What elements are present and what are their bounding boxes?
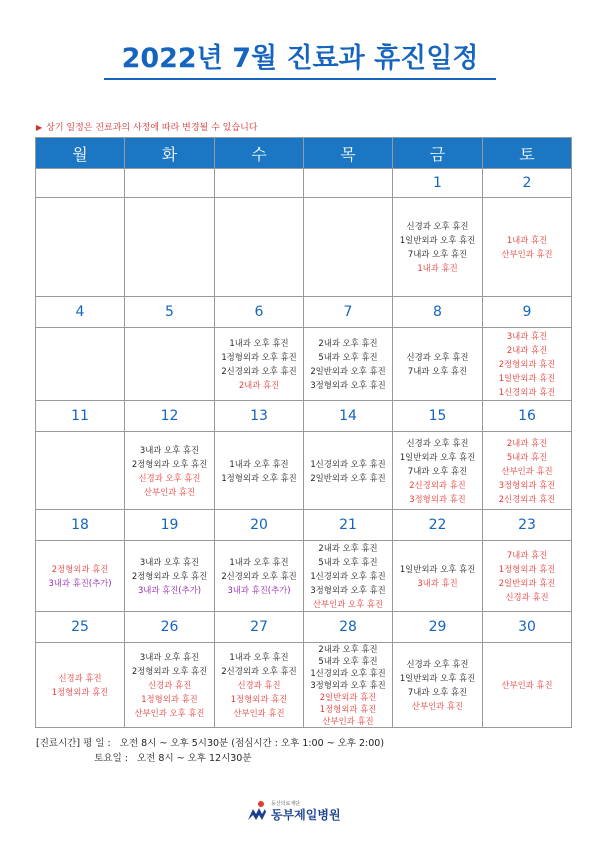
closure-item: 1내과 오후 휴진 — [229, 458, 289, 469]
date-number: 23 — [483, 510, 572, 541]
date-number: 25 — [36, 612, 125, 643]
closure-item: 7내과 오후 휴진 — [407, 687, 468, 697]
closure-item: 1신경외과 오후 휴진 — [310, 458, 386, 469]
closure-item: 산부인과 휴진 — [143, 486, 196, 497]
closure-list — [36, 562, 124, 590]
triangle-icon: ▶ — [36, 123, 43, 132]
closure-item: 2정형외과 오후 휴진 — [131, 666, 208, 676]
closure-item: 2내과 오후 휴진 — [318, 644, 378, 654]
hospital-logo — [246, 800, 341, 822]
closure-item: 1신경외과 오후 휴진 — [310, 668, 386, 678]
page-title: 2022년 7월 진료과 휴진일정 — [121, 43, 479, 74]
closure-item: 2정형외과 오후 휴진 — [131, 571, 208, 581]
closure-item: 1정형외과 휴진 — [498, 564, 556, 574]
closure-list — [393, 350, 482, 378]
closure-item: 3정형외과 오후 휴진 — [310, 680, 386, 690]
closure-item: 1일반외과 오후 휴진 — [399, 235, 476, 245]
day-cell — [393, 198, 483, 297]
date-number — [125, 169, 215, 198]
closure-item: 1정형외과 휴진 — [319, 704, 377, 714]
date-number: 22 — [393, 510, 483, 541]
day-cell — [215, 643, 304, 728]
closure-item: 2내과 휴진 — [506, 345, 548, 355]
saturday-label: 토요일 : — [94, 753, 128, 764]
day-cell — [125, 541, 215, 612]
closure-list — [304, 643, 392, 727]
closure-item: 신경과 휴진 — [147, 680, 192, 690]
events-row — [36, 198, 572, 297]
day-cell — [215, 198, 304, 297]
day-cell — [483, 541, 572, 612]
closure-item: 신경과 휴진 — [237, 680, 281, 690]
day-cell — [483, 643, 572, 728]
date-row — [36, 297, 572, 328]
events-row — [36, 541, 572, 612]
closure-item: 2내과 휴진 — [238, 380, 280, 390]
date-number: 27 — [215, 612, 304, 643]
date-number: 21 — [304, 510, 393, 541]
closure-item: 1신경외과 오후 휴진 — [310, 571, 386, 581]
closure-list — [483, 678, 571, 692]
closure-item: 3내과 오후 휴진 — [139, 652, 200, 662]
day-cell — [215, 541, 304, 612]
closure-item: 2정형외과 오후 휴진 — [131, 458, 208, 469]
day-cell — [393, 328, 483, 401]
day-cell — [304, 432, 393, 510]
closure-item: 산부인과 휴진 — [501, 249, 553, 259]
hours-label: [진료시간] 평 일 : — [36, 738, 111, 749]
closure-item: 산부인과 오후 휴진 — [312, 599, 384, 609]
day-cell — [125, 328, 215, 401]
closure-item: 신경과 오후 휴진 — [406, 437, 469, 448]
day-cell — [36, 643, 125, 728]
events-row — [36, 328, 572, 401]
day-cell — [215, 328, 304, 401]
closure-item: 7내과 오후 휴진 — [407, 465, 468, 476]
foundation-name: 동산의료재단 — [271, 800, 300, 807]
date-number: 9 — [483, 297, 572, 328]
saturday-hours: 오전 8시 ~ 오후 12시30분 — [137, 753, 252, 764]
closure-list — [215, 336, 303, 392]
closure-item: 5내과 오후 휴진 — [318, 557, 378, 567]
closure-item: 1일반외과 오후 휴진 — [399, 673, 476, 683]
closure-item: 산부인과 휴진 — [233, 708, 285, 718]
date-number: 15 — [393, 401, 483, 432]
closure-item: 2신경외과 휴진 — [498, 493, 556, 504]
calendar-table — [35, 137, 572, 728]
date-number: 2 — [483, 169, 572, 198]
day-cell — [393, 432, 483, 510]
closure-item: 1일반외과 오후 휴진 — [399, 564, 476, 574]
closure-list — [483, 329, 571, 399]
closure-item: 1내과 휴진 — [417, 263, 458, 273]
day-cell — [393, 643, 483, 728]
day-cell — [125, 643, 215, 728]
closure-item: 2정형외과 휴진 — [51, 564, 109, 574]
date-row — [36, 169, 572, 198]
closure-item: 2내과 휴진 — [506, 437, 548, 448]
closure-item: 2일반외과 휴진 — [498, 578, 556, 588]
clinic-hours — [36, 736, 384, 766]
closure-item: 5내과 휴진 — [506, 451, 548, 462]
closure-item: 산부인과 휴진 — [501, 680, 553, 690]
day-cell — [483, 432, 572, 510]
closure-item: 7내과 휴진 — [506, 550, 548, 560]
closure-item: 1내과 휴진 — [506, 235, 548, 245]
date-number: 26 — [125, 612, 215, 643]
day-cell — [36, 328, 125, 401]
closure-item: 3내과 휴진 — [506, 331, 548, 341]
closure-item: 2내과 오후 휴진 — [318, 338, 378, 348]
closure-item: 1일반외과 휴진 — [498, 373, 556, 383]
hospital-name: 동부제일병원 — [271, 807, 341, 822]
closure-item: 2일반외과 휴진 — [319, 692, 377, 702]
day-cell — [304, 643, 393, 728]
weekday-thu: 목 — [304, 138, 393, 169]
closure-item: 산부인과 휴진 — [411, 701, 464, 711]
date-number: 18 — [36, 510, 125, 541]
day-cell — [393, 541, 483, 612]
events-row — [36, 643, 572, 728]
day-cell — [483, 328, 572, 401]
closure-item: 산부인과 휴진 — [501, 465, 553, 476]
closure-item: 1정형외과 휴진 — [230, 694, 288, 704]
date-number — [215, 169, 304, 198]
closure-item: 1내과 오후 휴진 — [229, 652, 289, 662]
closure-item: 신경과 휴진 — [58, 673, 102, 683]
closure-item: 신경과 오후 휴진 — [406, 221, 469, 231]
weekday-tue: 화 — [125, 138, 215, 169]
date-number: 28 — [304, 612, 393, 643]
closure-item: 3내과 휴진(추가) — [137, 585, 202, 595]
closure-list — [393, 657, 482, 713]
weekday-sat: 토 — [483, 138, 572, 169]
day-cell — [304, 328, 393, 401]
closure-list — [125, 555, 214, 597]
date-number: 4 — [36, 297, 125, 328]
date-number: 12 — [125, 401, 215, 432]
closure-list — [393, 219, 482, 275]
weekday-mon: 월 — [36, 138, 125, 169]
closure-list — [483, 436, 571, 506]
closure-item: 3내과 휴진(추가) — [48, 578, 112, 588]
day-cell — [215, 432, 304, 510]
date-number: 14 — [304, 401, 393, 432]
day-cell — [125, 432, 215, 510]
closure-item: 3내과 오후 휴진 — [139, 557, 200, 567]
closure-list — [393, 436, 482, 506]
closure-item: 2일반외과 오후 휴진 — [310, 472, 386, 483]
date-number — [36, 169, 125, 198]
closure-list — [215, 555, 303, 597]
date-number: 8 — [393, 297, 483, 328]
day-cell — [36, 541, 125, 612]
closure-item: 3정형외과 휴진 — [409, 493, 466, 504]
date-number: 30 — [483, 612, 572, 643]
closure-item: 3정형외과 오후 휴진 — [310, 585, 386, 595]
closure-list — [215, 650, 303, 720]
date-row — [36, 612, 572, 643]
date-number: 11 — [36, 401, 125, 432]
date-number: 1 — [393, 169, 483, 198]
closure-item: 2신경외과 오후 휴진 — [221, 571, 297, 581]
weekday-fri: 금 — [393, 138, 483, 169]
date-number: 13 — [215, 401, 304, 432]
closure-item: 3정형외과 휴진 — [498, 479, 556, 490]
closure-item: 7내과 오후 휴진 — [407, 366, 468, 376]
closure-list — [36, 671, 124, 699]
closure-item: 1내과 오후 휴진 — [229, 557, 289, 567]
date-number: 5 — [125, 297, 215, 328]
closure-item: 2신경외과 휴진 — [409, 479, 466, 490]
date-number — [304, 169, 393, 198]
closure-item: 1일반외과 오후 휴진 — [399, 451, 476, 462]
date-number: 19 — [125, 510, 215, 541]
hospital-logo-icon — [246, 800, 268, 822]
closure-item: 3내과 휴진(추가) — [227, 585, 291, 595]
events-row — [36, 432, 572, 510]
date-row — [36, 510, 572, 541]
closure-item: 3내과 휴진 — [417, 578, 458, 588]
date-number: 16 — [483, 401, 572, 432]
day-cell — [304, 198, 393, 297]
closure-item: 7내과 오후 휴진 — [407, 249, 468, 259]
date-number: 6 — [215, 297, 304, 328]
closure-list — [125, 650, 214, 720]
closure-item: 1신경외과 휴진 — [498, 387, 556, 397]
date-number: 29 — [393, 612, 483, 643]
closure-list — [304, 457, 392, 485]
date-number: 7 — [304, 297, 393, 328]
closure-item: 2신경외과 오후 휴진 — [221, 366, 297, 376]
closure-list — [304, 541, 392, 611]
weekday-header-row — [36, 138, 572, 169]
closure-item: 1정형외과 휴진 — [141, 694, 198, 704]
closure-list — [215, 457, 303, 485]
weekday-hours: 오전 8시 ~ 오후 5시30분 (점심시간 : 오후 1:00 ~ 오후 2:00) — [119, 738, 385, 749]
closure-list — [304, 336, 392, 392]
title-underline — [104, 78, 496, 80]
date-number: 20 — [215, 510, 304, 541]
closure-item: 3정형외과 오후 휴진 — [310, 380, 386, 390]
day-cell — [304, 541, 393, 612]
closure-list — [483, 548, 571, 604]
day-cell — [36, 198, 125, 297]
closure-list — [125, 443, 214, 499]
closure-item: 1정형외과 오후 휴진 — [221, 352, 297, 362]
closure-item: 산부인과 휴진 — [322, 716, 374, 726]
closure-item: 신경과 휴진 — [505, 592, 549, 602]
date-row — [36, 401, 572, 432]
closure-item: 2신경외과 오후 휴진 — [221, 666, 297, 676]
closure-item: 3내과 오후 휴진 — [139, 444, 200, 455]
closure-item: 5내과 오후 휴진 — [318, 656, 378, 666]
closure-item: 산부인과 오후 휴진 — [134, 708, 205, 718]
closure-item: 5내과 오후 휴진 — [318, 352, 378, 362]
closure-list — [483, 233, 571, 261]
day-cell — [483, 198, 572, 297]
closure-list — [393, 562, 482, 590]
notice — [36, 120, 257, 133]
closure-item: 신경과 오후 휴진 — [406, 659, 469, 669]
day-cell — [125, 198, 215, 297]
closure-item: 2정형외과 휴진 — [498, 359, 556, 369]
closure-item: 1내과 오후 휴진 — [229, 338, 289, 348]
closure-item: 1정형외과 휴진 — [51, 687, 109, 697]
closure-item: 2내과 오후 휴진 — [318, 543, 378, 553]
closure-item: 2일반외과 오후 휴진 — [310, 366, 386, 376]
closure-item: 1정형외과 오후 휴진 — [221, 472, 297, 483]
closure-item: 신경과 오후 휴진 — [406, 352, 469, 362]
closure-item: 신경과 오후 휴진 — [138, 472, 201, 483]
notice-text: 상기 일정은 진료과의 사정에 따라 변경될 수 있습니다 — [46, 123, 258, 133]
weekday-wed: 수 — [215, 138, 304, 169]
day-cell — [36, 432, 125, 510]
